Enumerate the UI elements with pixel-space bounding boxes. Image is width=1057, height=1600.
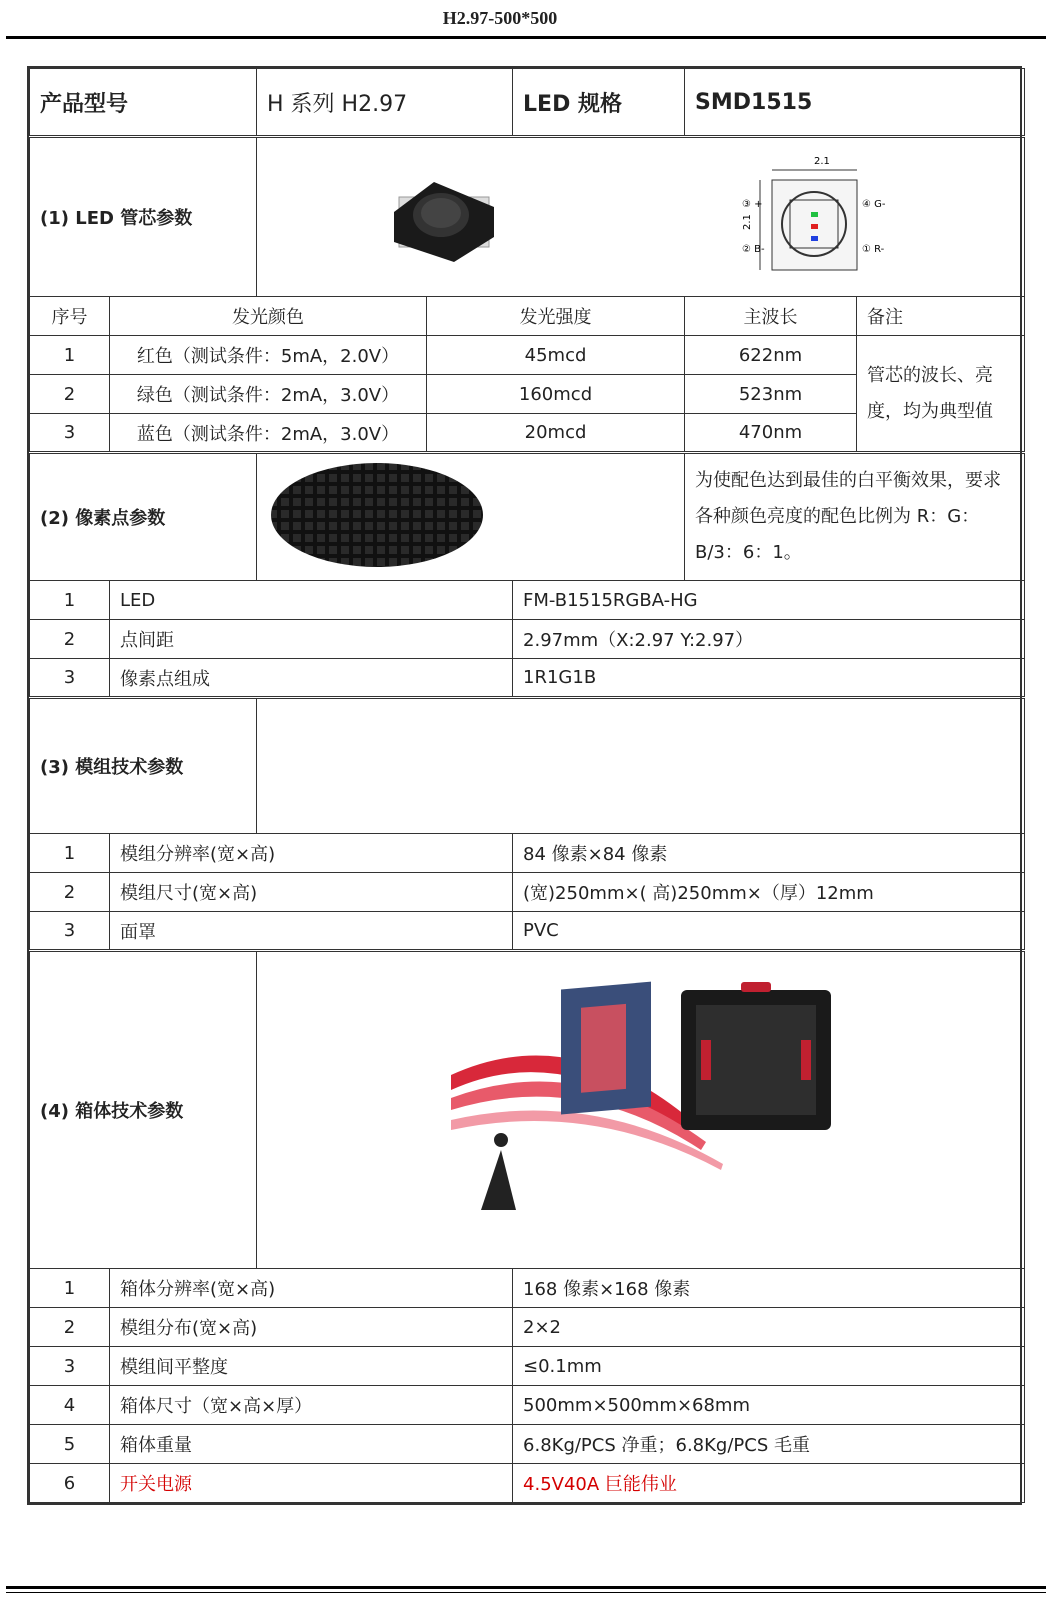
row-value: FM-B1515RGBA-HG (513, 581, 1025, 620)
row-value: 168 像素×168 像素 (513, 1269, 1025, 1308)
led-chip-diagram (732, 152, 902, 282)
table-row (30, 1269, 1025, 1308)
chip-table-header (30, 297, 1025, 336)
header-rule (6, 36, 1046, 39)
col-index: 序号 (30, 297, 110, 336)
table-row (30, 659, 1025, 698)
row-value-highlight: 4.5V40A 巨能伟业 (513, 1464, 1025, 1503)
row-index: 2 (30, 375, 110, 414)
col-note: 备注 (857, 297, 1025, 336)
row-name: 箱体尺寸（宽×高×厚） (110, 1386, 513, 1425)
table-row (30, 620, 1025, 659)
pixel-description: 为使配色达到最佳的白平衡效果，要求各种颜色亮度的配色比例为 R：G：B/3：6：1。 (685, 453, 1025, 581)
spec-sheet (27, 66, 1022, 1505)
row-index: 2 (30, 1308, 110, 1347)
row-name: LED (110, 581, 513, 620)
table-row (30, 1425, 1025, 1464)
row-name: 模组分辨率(宽×高) (110, 834, 513, 873)
section-2-header (30, 453, 1025, 581)
col-color: 发光颜色 (110, 297, 427, 336)
row-color: 蓝色（测试条件：2mA，3.0V） (110, 414, 427, 453)
table-row (30, 1347, 1025, 1386)
product-row (30, 69, 1025, 137)
table-row (30, 581, 1025, 620)
section-3-header (30, 698, 1025, 834)
row-index: 1 (30, 581, 110, 620)
row-index: 3 (30, 414, 110, 453)
section-3-blank (257, 698, 1025, 834)
row-value: 2.97mm（X:2.97 Y:2.97） (513, 620, 1025, 659)
row-intensity: 160mcd (427, 375, 685, 414)
model-value: H 系列 H2.97 (257, 69, 513, 137)
col-intensity: 发光强度 (427, 297, 685, 336)
document-title: H2.97-500*500 (442, 8, 558, 28)
pin-1-label: ① R- (862, 244, 885, 255)
cabinet-images (257, 951, 1025, 1269)
row-intensity: 20mcd (427, 414, 685, 453)
row-name: 像素点组成 (110, 659, 513, 698)
cabinet-photo (441, 980, 841, 1240)
footer-rule (6, 1586, 1046, 1589)
row-name: 箱体分辨率(宽×高) (110, 1269, 513, 1308)
pin-4-label: ④ G- (862, 199, 886, 210)
row-index: 2 (30, 620, 110, 659)
pin-3-label: ③ + (742, 199, 763, 210)
pin-2-label: ② B- (742, 244, 765, 255)
row-index: 1 (30, 834, 110, 873)
row-index: 6 (30, 1464, 110, 1503)
table-row (30, 912, 1025, 951)
table-row (30, 336, 1025, 375)
section-1-header (30, 137, 1025, 297)
model-label: 产品型号 (30, 69, 257, 137)
row-index: 3 (30, 659, 110, 698)
row-intensity: 45mcd (427, 336, 685, 375)
section-2-label: (2) 像素点参数 (30, 453, 257, 581)
row-index: 4 (30, 1386, 110, 1425)
row-name: 模组间平整度 (110, 1347, 513, 1386)
row-index: 5 (30, 1425, 110, 1464)
diagram-height: 2.1 (742, 214, 754, 230)
section-4-label: (4) 箱体技术参数 (30, 951, 257, 1269)
row-name: 点间距 (110, 620, 513, 659)
row-index: 2 (30, 873, 110, 912)
row-wavelength: 470nm (685, 414, 857, 453)
row-name-highlight: 开关电源 (110, 1464, 513, 1503)
row-name: 箱体重量 (110, 1425, 513, 1464)
diagram-width: 2.1 (814, 156, 831, 167)
row-index: 3 (30, 1347, 110, 1386)
table-row (30, 873, 1025, 912)
row-wavelength: 622nm (685, 336, 857, 375)
spec-table (29, 68, 1025, 1503)
row-name: 模组尺寸(宽×高) (110, 873, 513, 912)
table-row (30, 834, 1025, 873)
pixel-grid-photo (267, 460, 487, 570)
row-value: 84 像素×84 像素 (513, 834, 1025, 873)
col-wavelength: 主波长 (685, 297, 857, 336)
row-index: 1 (30, 1269, 110, 1308)
row-value: 2×2 (513, 1308, 1025, 1347)
row-color: 红色（测试条件：5mA，2.0V） (110, 336, 427, 375)
row-value: 1R1G1B (513, 659, 1025, 698)
table-row (30, 1464, 1025, 1503)
chip-note: 管芯的波长、亮度，均为典型值 (857, 336, 1025, 453)
led-spec-label: LED 规格 (513, 69, 685, 137)
section-3-label: (3) 模组技术参数 (30, 698, 257, 834)
pixel-image (257, 453, 685, 581)
row-value: ≤0.1mm (513, 1347, 1025, 1386)
row-index: 1 (30, 336, 110, 375)
footer-rule-thin (6, 1592, 1046, 1593)
row-color: 绿色（测试条件：2mA，3.0V） (110, 375, 427, 414)
row-index: 3 (30, 912, 110, 951)
table-row (30, 1308, 1025, 1347)
led-chip-photo (379, 167, 509, 267)
led-spec-value: SMD1515 (685, 69, 1025, 137)
row-value: PVC (513, 912, 1025, 951)
row-name: 模组分布(宽×高) (110, 1308, 513, 1347)
row-value: (宽)250mm×( 高)250mm×（厚）12mm (513, 873, 1025, 912)
table-row (30, 1386, 1025, 1425)
section-1-label: (1) LED 管芯参数 (30, 137, 257, 297)
section-4-header (30, 951, 1025, 1269)
led-chip-images (257, 137, 1025, 297)
row-value: 6.8Kg/PCS 净重；6.8Kg/PCS 毛重 (513, 1425, 1025, 1464)
row-name: 面罩 (110, 912, 513, 951)
row-wavelength: 523nm (685, 375, 857, 414)
row-value: 500mm×500mm×68mm (513, 1386, 1025, 1425)
